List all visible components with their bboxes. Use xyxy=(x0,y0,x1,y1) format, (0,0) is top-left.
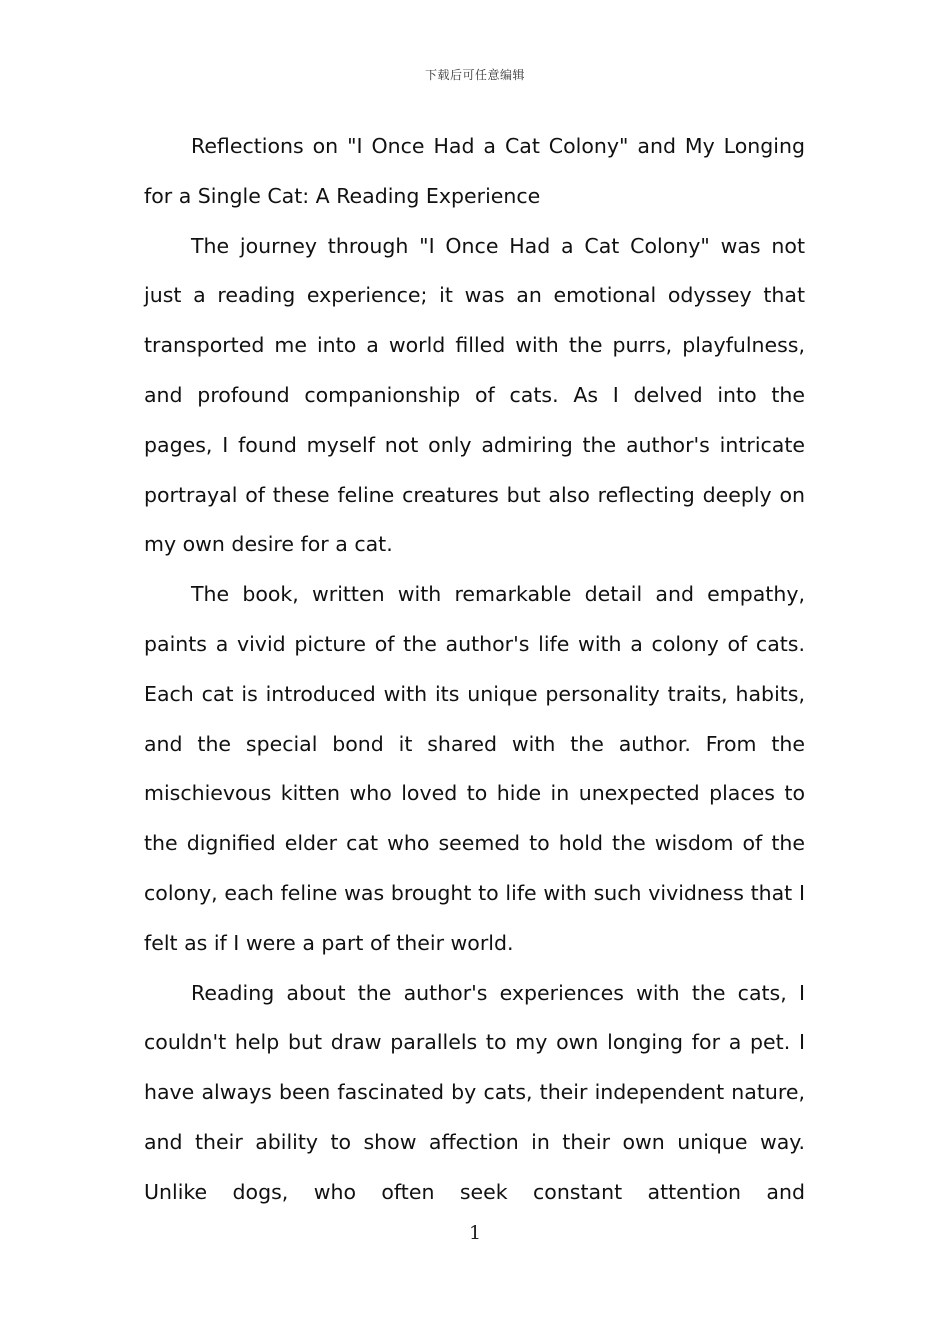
page-header: 下载后可任意编辑 xyxy=(424,68,525,82)
document-body xyxy=(144,122,805,1218)
document-title-paragraph: Reflections on "I Once Had a Cat Colony" and My Longing for a Single Cat: A Reading Experience xyxy=(144,134,805,208)
body-paragraph: The journey through "I Once Had a Cat Colony" was not just a reading experience; it was an emotional odyssey that transported me into a world filled with the purrs, playfulness, and profound companionship of cats. As I delved into the pages, I found myself not only admiring the author's intricate portrayal of these feline creatures but also reflecting deeply on my own desire for a cat. xyxy=(144,233,805,557)
body-paragraph: The book, written with remarkable detail and empathy, paints a vivid picture of the author's life with a colony of cats. Each cat is introduced with its unique personality traits, habits, and the special bond it shared with the author. From the mischievous kitten who loved to hide in unexpected places to the dignified elder cat who seemed to hold the wisdom of the colony, each feline was brought to life with such vividness that I felt as if I were a part of their world. xyxy=(144,582,805,955)
page-number: 1 xyxy=(468,1222,482,1244)
body-paragraph: Reading about the author's experiences with the cats, I couldn't help but draw parallels to my own longing for a pet. I have always been fascinated by cats, their independent nature, and their ability to show affection in their own unique way. Unlike dogs, who often seek constant attention and xyxy=(144,980,805,1204)
